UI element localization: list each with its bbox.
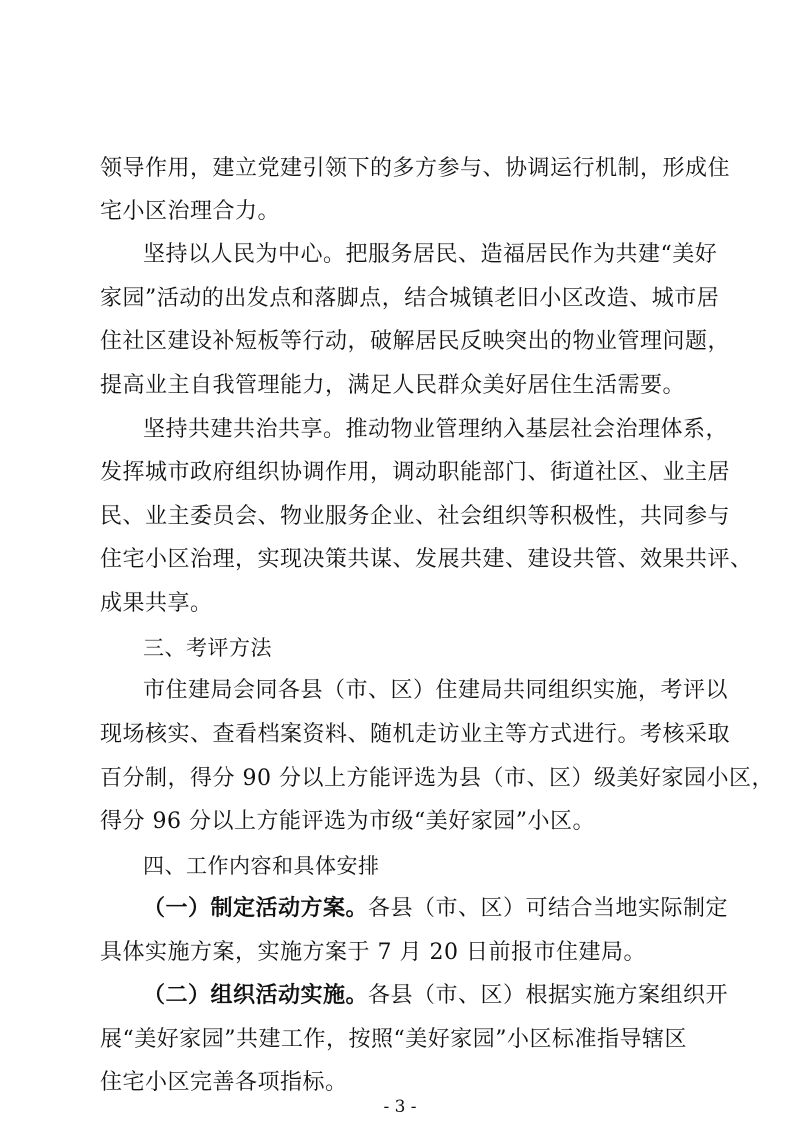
work-heading: 四、工作内容和具体安排 <box>143 854 380 878</box>
people-centered-line-2: 家园”活动的出发点和落脚点，结合城镇老旧小区改造、城市居 <box>100 286 720 311</box>
item-two-line-2: 展“美好家园”共建工作，按照“美好家园”小区标准指导辖区 <box>100 1027 687 1052</box>
evaluation-line-3: 百分制，得分 90 分以上方能评选为县（市、区）级美好家园小区， <box>100 766 774 791</box>
co-governance-line-2: 发挥城市政府组织协调作用，调动职能部门、街道社区、业主居 <box>100 460 731 485</box>
co-governance-line-1: 坚持共建共治共享。推动物业管理纳入基层社会治理体系， <box>143 417 729 442</box>
item-one-title: （一）制定活动方案。 <box>143 896 369 921</box>
people-centered-line-4: 提高业主自我管理能力，满足人民群众美好居住生活需要。 <box>100 373 686 398</box>
item-two-title: （二）组织活动实施。 <box>143 983 369 1008</box>
leadership-line-1: 领导作用，建立党建引领下的多方参与、协调运行机制，形成住 <box>100 156 731 181</box>
evaluation-line-4: 得分 96 分以上方能评选为市级“美好家园”小区。 <box>100 809 595 834</box>
co-governance-line-4: 住宅小区治理，实现决策共谋、发展共建、建设共管、效果共评、 <box>100 547 753 572</box>
item-two-line-1 <box>143 976 729 1016</box>
item-one-text: 各县（市、区）可结合当地实际制定 <box>368 896 729 921</box>
people-centered-line-3: 住社区建设补短板等行动，破解居民反映突出的物业管理问题， <box>100 329 731 354</box>
item-two-text: 各县（市、区）根据实施方案组织开 <box>368 983 729 1008</box>
leadership-line-2: 宅小区治理合力。 <box>100 199 281 224</box>
evaluation-line-1: 市住建局会同各县（市、区）住建局共同组织实施，考评以 <box>143 678 729 703</box>
item-one-line-1 <box>143 889 729 929</box>
page-number: - 3 - <box>383 1097 417 1117</box>
item-two-line-3: 住宅小区完善各项指标。 <box>100 1070 348 1095</box>
evaluation-heading: 三、考评方法 <box>143 636 272 660</box>
co-governance-line-3: 民、业主委员会、物业服务企业、社会组织等积极性，共同参与 <box>100 504 731 529</box>
people-centered-line-1: 坚持以人民为中心。把服务居民、造福居民作为共建“美好 <box>143 242 718 267</box>
item-one-line-2: 具体实施方案，实施方案于 7 月 20 日前报市住建局。 <box>100 940 646 965</box>
co-governance-line-5: 成果共享。 <box>100 591 213 616</box>
evaluation-line-2: 现场核实、查看档案资料、随机走访业主等方式进行。考核采取 <box>100 722 731 747</box>
